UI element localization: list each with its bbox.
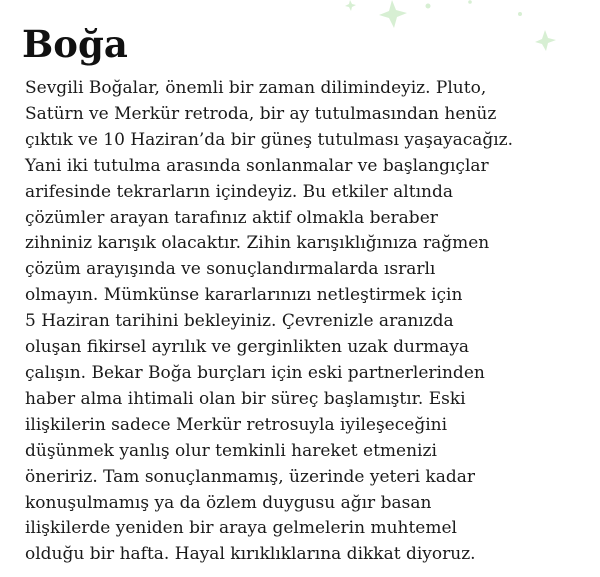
article-title: Boğa bbox=[22, 22, 128, 66]
body-line: Yani iki tutulma arasında sonlanmalar ve başlangıçlar bbox=[25, 155, 489, 176]
body-line: olduğu bir hafta. Hayal kırıklıklarına dikkat diyoruz. bbox=[25, 544, 476, 565]
body-line: olmayın. Mümkünse kararlarınızı netleştirmek için bbox=[25, 285, 463, 306]
body-line: haber alma ihtimali olan bir süreç başlamıştır. Eski bbox=[25, 388, 466, 409]
sparkle-star-icon bbox=[379, 0, 407, 28]
body-line: ilişkilerin sadece Merkür retrosuyla iyileşeceğini bbox=[25, 414, 448, 435]
body-line: çözüm arayışında ve sonuçlandırmalarda ısrarlı bbox=[25, 259, 436, 280]
body-line: 5 Haziran tarihini bekleyiniz. Çevrenizle aranızda bbox=[25, 311, 454, 332]
sparkle-star-icon bbox=[535, 30, 556, 51]
body-line: çözümler arayan tarafınız aktif olmakla beraber bbox=[25, 207, 438, 228]
body-line: zihniniz karışık olacaktır. Zihin karışıklığınıza rağmen bbox=[25, 233, 490, 254]
body-line: konuşulmamış ya da özlem duygusu ağır basan bbox=[25, 492, 432, 513]
sparkle-dot bbox=[468, 0, 472, 4]
sparkle-dot bbox=[518, 12, 522, 16]
body-line: oluşan fikirsel ayrılık ve gerginlikten uzak durmaya bbox=[25, 337, 470, 358]
body-line: düşünmek yanlış olur temkinli hareket etmenizi bbox=[25, 440, 437, 461]
body-line: Sevgili Boğalar, önemli bir zaman dilimindeyiz. Pluto, bbox=[25, 78, 487, 98]
body-line: çıktık ve 10 Haziran’da bir güneş tutulması yaşayacağız. bbox=[25, 129, 514, 150]
body-line: öneririz. Tam sonuçlanmamış, üzerinde yeteri kadar bbox=[25, 466, 475, 487]
body-line: Satürn ve Merkür retroda, bir ay tutulmasından henüz bbox=[25, 103, 497, 124]
sparkle-star-icon bbox=[345, 0, 356, 11]
body-line: arifesinde tekrarların içindeyiz. Bu etkiler altında bbox=[25, 181, 453, 202]
sparkle-dot bbox=[426, 4, 431, 9]
body-line: çalışın. Bekar Boğa burçları için eski partnerlerinden bbox=[25, 362, 485, 383]
article-body bbox=[25, 76, 600, 568]
body-line: ilişkilerde yeniden bir araya gelmelerin muhtemel bbox=[25, 518, 457, 539]
